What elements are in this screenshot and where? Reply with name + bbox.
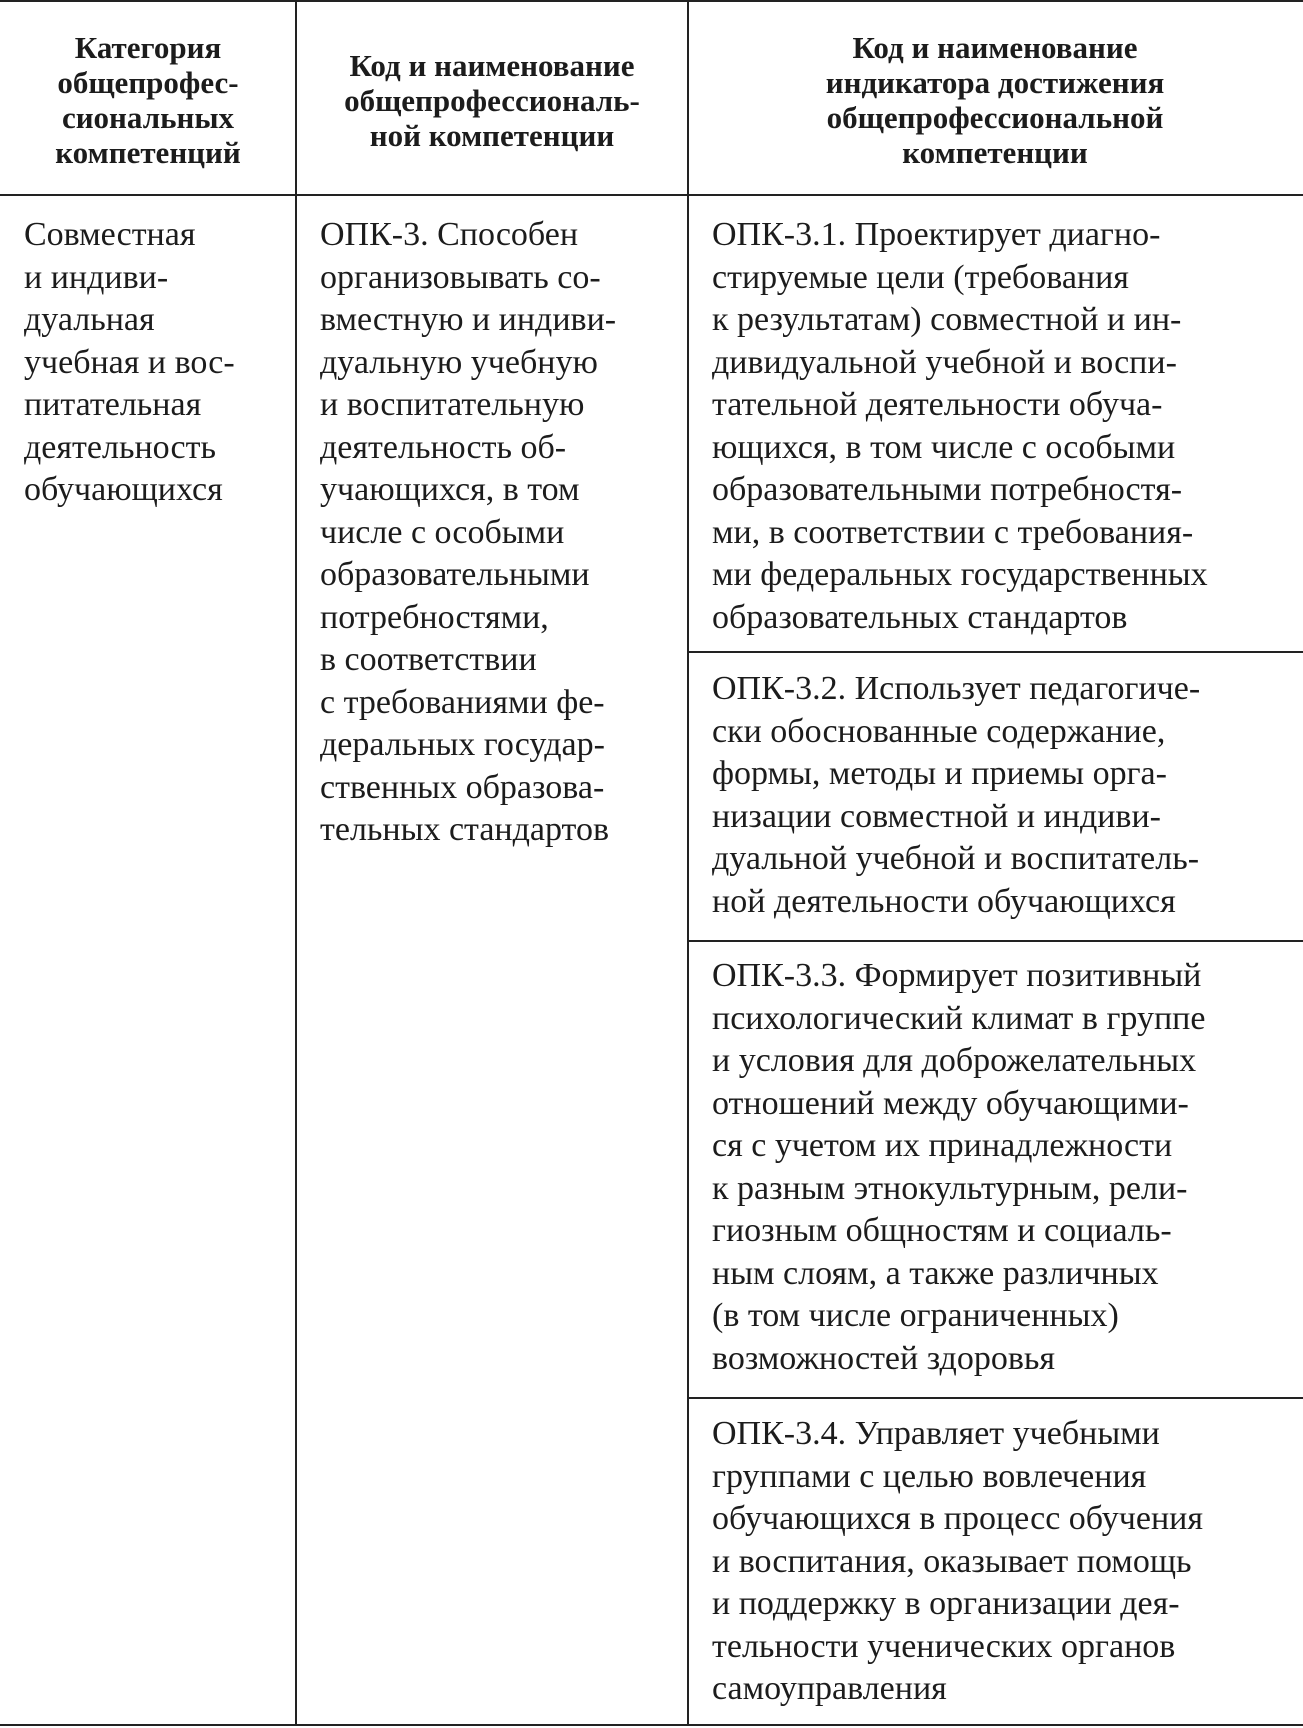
header-competence: Код и наименование общепрофессиональ- ной компетенции [344, 47, 640, 153]
indicator-cell-1: ОПК-3.1. Проектирует диагно- стируемые цели (требования к результатам) совместной и ин- дивидуальной учебной и воспи- тательной деятельности обуча- ющихся, в том числе с особыми образовательными потребностя- ми, в соответствии с требования- ми федеральных государственных образовательных стандартов [712, 216, 1208, 636]
indicator-cell-3: ОПК-3.3. Формирует позитивный психологический климат в группе и условия для доброжелательных отношений между обучающими- ся с учетом их принадлежности к разным этнокультурным, рели- гиозным общностям и социаль- ным слоям, а также различных (в том числе ограниченных) возможностей здоровья [712, 957, 1206, 1377]
column-divider-1 [295, 0, 297, 1726]
header-bottom-border [0, 194, 1303, 196]
indicator-cell-2: ОПК-3.2. Использует педагогиче- ски обоснованные содержание, формы, методы и приемы орга- низации совместной и индиви- дуальной учебной и воспитатель- ной деятельности обучающихся [712, 670, 1201, 920]
header-category: Категория общепрофес- сиональных компетенций [55, 30, 241, 170]
table-top-border [0, 0, 1303, 2]
indicator-divider-1 [687, 651, 1303, 653]
column-divider-2 [687, 0, 689, 1726]
table-bottom-border [0, 1724, 1303, 1726]
competence-cell: ОПК-3. Способен организовывать со- вместную и индиви- дуальную учебную и воспитательную деятельность об- учающихся, в том числе с особыми образовательными потребностями, в соответствии с требованиями фе- деральных государ- ственных образова- тельных стандартов [320, 216, 617, 848]
category-cell: Совместная и индиви- дуальная учебная и вос- питательная деятельность обучающихся [24, 216, 235, 508]
header-indicator: Код и наименование индикатора достижения общепрофессиональной компетенции [825, 30, 1165, 170]
indicator-divider-2 [687, 940, 1303, 942]
indicator-divider-3 [687, 1397, 1303, 1399]
indicator-cell-4: ОПК-3.4. Управляет учебными группами с целью вовлечения обучающихся в процесс обучения и воспитания, оказывает помощь и поддержку в организации дея- тельности ученических органов самоуправления [712, 1415, 1204, 1707]
